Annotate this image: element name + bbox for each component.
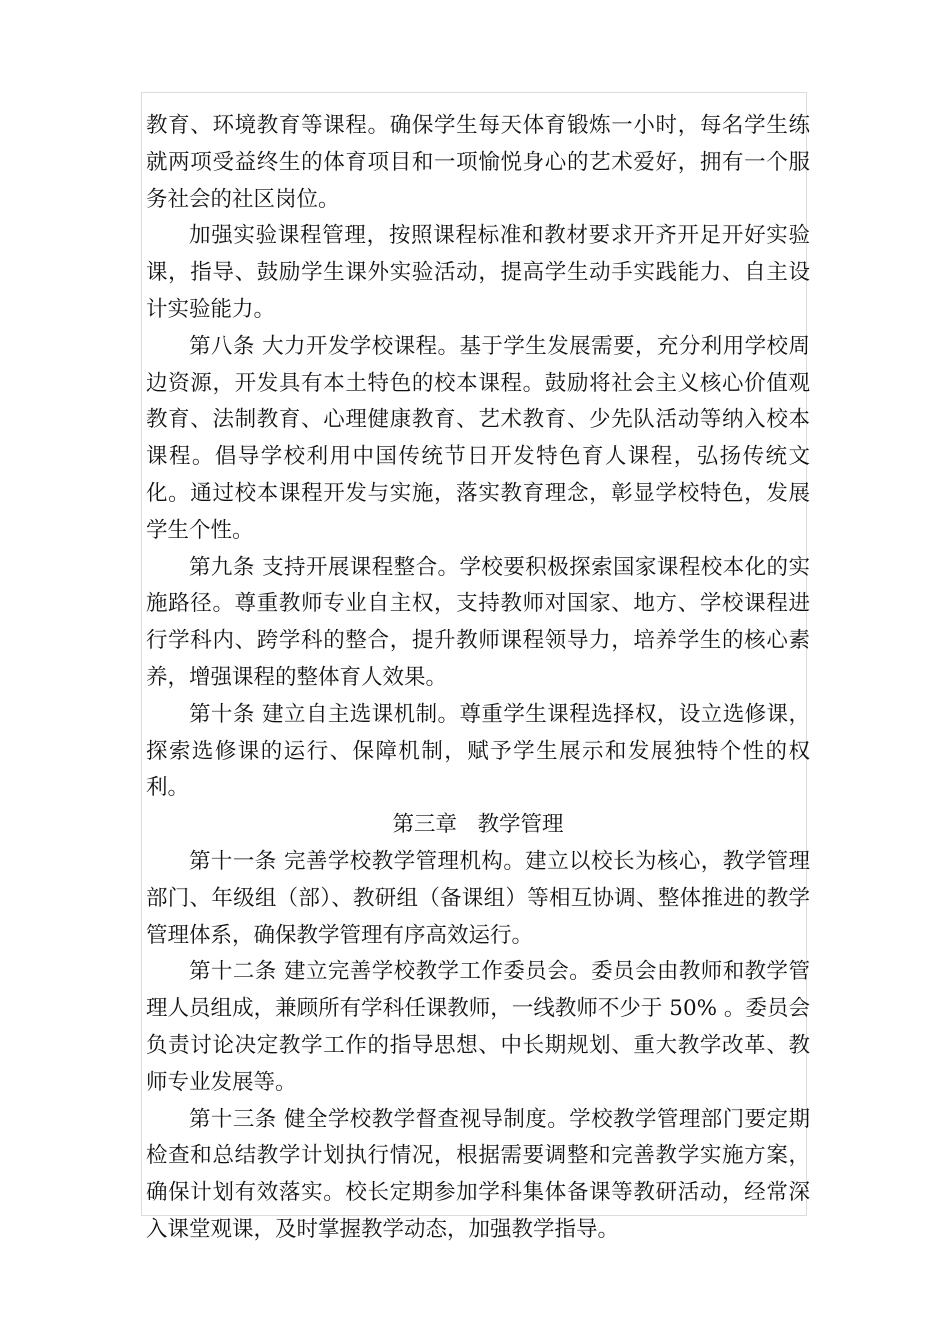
paragraph-article-12: 第十二条 建立完善学校教学工作委员会。委员会由教师和教学管理人员组成，兼顾所有学科任课教师，一线教师不少于 50% 。委员会负责讨论决定教学工作的指导思想、中长期规划、重大教学改革、教师专业发展等。 bbox=[146, 959, 810, 1095]
paragraph-article-10: 第十条 建立自主选课机制。尊重学生课程选择权，设立选修课，探索选修课的运行、保障机制，赋予学生展示和发展独特个性的权利。 bbox=[146, 701, 810, 801]
paragraph-continued: 教育、环境教育等课程。确保学生每天体育锻炼一小时，每名学生练就两项受益终生的体育项目和一项愉悦身心的艺术爱好，拥有一个服务社会的社区岗位。 bbox=[146, 113, 810, 212]
paragraph-article-11: 第十一条 完善学校教学管理机构。建立以校长为核心，教学管理部门、年级组（部）、教研组（备课组）等相互协调、整体推进的教学管理体系，确保教学管理有序高效运行。 bbox=[146, 848, 810, 948]
paragraph-article-13: 第十三条 健全学校教学督查视导制度。学校教学管理部门要定期检查和总结教学计划执行情况，根据需要调整和完善教学实施方案，确保计划有效落实。校长定期参加学科集体备课等教研活动，经常深入课堂观课，及时掌握教学动态，加强教学指导。 bbox=[146, 1106, 810, 1242]
paragraph-article-9: 第九条 支持开展课程整合。学校要积极探索国家课程校本化的实施路径。尊重教师专业自主权，支持教师对国家、地方、学校课程进行学科内、跨学科的整合，提升教师课程领导力，培养学生的核心素养，增强课程的整体育人效果。 bbox=[146, 554, 810, 690]
paragraph-article-8: 第八条 大力开发学校课程。基于学生发展需要，充分利用学校周边资源，开发具有本土特色的校本课程。鼓励将社会主义核心价值观教育、法制教育、心理健康教育、艺术教育、少先队活动等纳入校本课程。倡导学校利用中国传统节日开发特色育人课程，弘扬传统文化。通过校本课程开发与实施，落实教育理念，彰显学校特色，发展学生个性。 bbox=[146, 333, 810, 543]
document-body bbox=[146, 108, 810, 1249]
chapter-heading: 第三章 教学管理 bbox=[392, 812, 564, 838]
paragraph-lab-course: 加强实验课程管理，按照课程标准和教材要求开齐开足开好实验课，指导、鼓励学生课外实验活动，提高学生动手实践能力、自主设计实验能力。 bbox=[146, 223, 810, 322]
